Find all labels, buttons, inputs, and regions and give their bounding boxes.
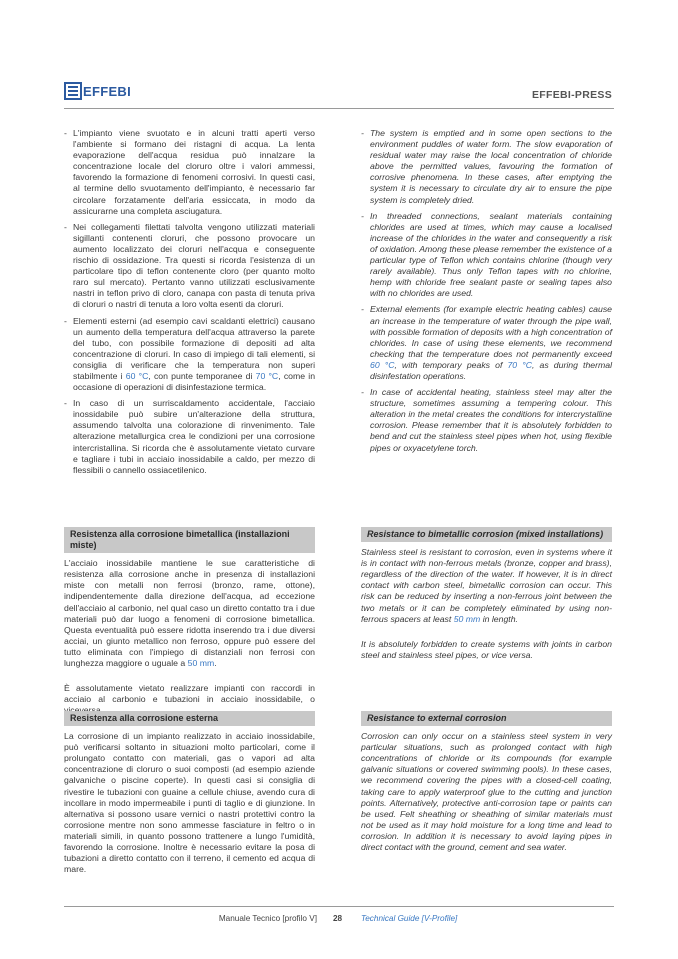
left-bimetal-section xyxy=(64,527,315,716)
left-bullet-3: - Elementi esterni (ad esempio cavi scaldanti elettrici) causano un aumento della temperatura dell'acqua attraverso la parete del tubo, con possibile formazione di depositi ad alta concentrazione di cloruri. In caso di impiego di tali elementi, si consiglia di verificare che la temperatura non superi stabilmente i 60 °C, con punte temporanee di 70 °C, come in occasione di operazioni di disinfestazione termica. xyxy=(64,316,315,394)
right-column xyxy=(361,128,612,459)
length-50mm: 50 mm xyxy=(187,658,215,669)
left-bimetal-note: È assolutamente vietato realizzare impianti con raccordi in acciaio al carbonio e tubazioni in acciaio inossidabile, o xyxy=(64,683,315,705)
right-bullet-1: - The system is emptied and in some open sections to the environment puddles of water form. The slow evaporation of residual water may raise the local concentration of chloride above the permitted values, favouring the formation of corrosive phenomena. In these cases, after emptying the system it is necessary to circulate dry air to ensure the pipe system is completely dried. xyxy=(361,128,612,206)
left-external-heading: Resistenza alla corrosione esterna xyxy=(64,711,315,726)
left-bimetal-heading: Resistenza alla corrosione bimetallica (installazioni miste) xyxy=(64,527,315,553)
right-bullet-4: - In case of accidental heating, stainless steel may alter the structure, sometimes assuming a tempering colour. This alteration in the metal creates the conditions for intercrystalline corrosion. Please remember that it is absolutely forbidden to bend and cut the stainless steel pipes when hot, using flexible pipes or oxyacetylene torch. xyxy=(361,387,612,454)
header-divider xyxy=(64,108,614,109)
right-bimetal-paragraph: Stainless steel is resistant to corrosion, even in systems where it is in contact with non-ferrous metals (bronze, copper and brass), regardless of the direction of the water. If however, it is in direct contact with carbon steel, bimetallic corrosion can occur. This risk can be reduced by inserting a non-ferrous joint between the two metals or it can be completely eliminated by using non-ferrous spacers at least 50 mm in length. xyxy=(361,547,612,624)
temp-70-en: 70 °C xyxy=(507,359,532,370)
length-50mm-en: 50 mm xyxy=(453,613,481,624)
left-bullet-1: - L'impianto viene svuotato e in alcuni tratti aperti verso l'ambiente si formano dei ristagni di acqua. La lenta evaporazione dell'acqua residua può innalzare la concentrazione locale del cloruro oltre i valori ammessi, favorendo la formazione di fenomeni corrosivi. In questi casi, al termine dello svuotamento dell'impianto, è necessario far circolare forzatamente dell'aria essiccata, in modo da assicurarne una completa asciugatura. xyxy=(64,128,315,217)
footer-right-title: Technical Guide [V-Profile] xyxy=(361,914,458,923)
page-number: 28 xyxy=(333,914,343,923)
left-column xyxy=(64,128,315,481)
brand-logo xyxy=(64,82,131,100)
left-bimetal-paragraph: L'acciaio inossidabile mantiene le sue caratteristiche di resistenza alla corrosione anche in presenza di installazioni miste con metalli non ferrosi (bronzo, rame, ottone), indipendentemente dalla direzione dell'acqua, ad eccezione dell'acciaio al carbonio, nel qual caso un diretto contatto tra i due materiali può dar luogo a fenomeni di corrosione bimetallica. Questa eventualità può essere ridotta inserendo tra i due diversi acciai, un giunto metallico non ferroso, oppure può essere del tutto eliminata con l'impiego di distanziali non ferrosi con lunghezza maggiore o uguale a 50 mm. xyxy=(64,558,315,669)
brand-press: EFFEBI-PRESS xyxy=(531,89,612,101)
temp-60-en: 60 °C xyxy=(370,359,395,370)
temp-70: 70 °C xyxy=(255,370,279,381)
logo-text: EFFEBI xyxy=(83,83,132,99)
footer-left-title: Manuale Tecnico [profilo V] xyxy=(218,914,317,923)
left-bullet-2: - Nei collegamenti filettati talvolta vengono utilizzati materiali sigillanti contenenti cloruri, che possono provocare un aumento localizzato dei cloruri nell'acqua e conseguente rischio di ossidazione. Tra questi si ricorda l'esistenza di un particolare tipo di teflon contenente cloro (per quanto molto raro sul mercato). Pertanto vanno utilizzati esclusivamente nastri in teflon privo di cloro, canapa con pasta di tenuta priva di cloruri o nastri di tenuta a loro volta esenti da cloruri. xyxy=(64,222,315,311)
left-bullet-list xyxy=(64,128,315,476)
temp-60: 60 °C xyxy=(125,370,149,381)
left-bullet-4: - In caso di un surriscaldamento accidentale, l'acciaio inossidabile può subire un'alterazione della struttura, assumendo talvolta una colorazione di rinvenimento. Tale alterazione metallurgica crea le condizioni per una corrosione intercristallina. Si ricorda che è assolutamente vietato curvare e tagliare i tubi in acciaio inossidabile a caldo, per mezzo di flessibili o cannello ossiacetilenico. xyxy=(64,398,315,476)
left-external-section xyxy=(64,711,315,883)
right-bimetal-heading: Resistance to bimetallic corrosion (mixed installations) xyxy=(361,527,612,542)
right-bimetal-section xyxy=(361,527,612,661)
left-external-paragraph: La corrosione di un impianto realizzato in acciaio inossidabile, può verificarsi soltanto in situazioni molto particolari, come il prolungato contatto con materiali, gas o vapori ad alta concentrazione di cloruro o suoi composti (ad esempio aziende galvaniche o piscine coperte). In questi casi si consiglia di rivestire le tubazioni con guaine a cellule chiuse, avendo cura di incollare in modo impermeabile i punti di taglio e di giunzione. In alternativa si possono usare vernici o nastri protettivi contro la corrosione mentre non sono ammesse fasciature in feltro o in materiali simili, in quanto possono trattenere a lungo l'umidità, favorendo la corrosione. Inoltre è necessario evitare la posa di tubazioni a diretto contatto con il terreno, il cemento ed acqua di mare. xyxy=(64,731,315,875)
effebi-logo-icon xyxy=(64,82,82,100)
right-bullet-3: - External elements (for example electric heating cables) cause an increase in the temperature of water through the pipe wall, with possible formation of deposits with a high concentration of chlorides. In case of using these elements, we recommend checking that the temperature does not permanently exceed 60 °C, with temporary peaks of 70 °C, as during thermal disinfestation operations. xyxy=(361,304,612,382)
right-bimetal-note: It is absolutely forbidden to create systems with joints in carbon steel and stainless steel pipes, or vice versa. xyxy=(361,638,612,660)
footer-divider xyxy=(64,906,614,907)
right-external-heading: Resistance to external corrosion xyxy=(361,711,612,726)
right-external-section xyxy=(361,711,612,861)
right-bullet-list xyxy=(361,128,612,454)
right-bullet-2: - In threaded connections, sealant materials containing chlorides are used at times, which may cause a localised increase of the chlorides in the water and consequently a risk of oxidation. Among these please remember the existence of a particular type of Teflon which contains chlorine (though very rarely available). Thus only Teflon tapes with no chlorine, hemp with chloride free sealant paste or sealing tapes also with no chlorides are used. xyxy=(361,211,612,300)
right-external-paragraph: Corrosion can only occur on a stainless steel system in very particular situations, such as prolonged contact with high concentrations of chloride or its compounds (for example galvanic situations or covered swimming pools). In these cases, we recommend covering the pipes with a closed-cell coating, taking care to apply waterproof glue to the cutting and junction points. Alternatively, protective anti-corrosion tape or paints can be used. Felt sheathing or sheathing of similar materials must not be used as it may hold moisture for a long time and lead to corrosion. In addition it is necessary to avoid laying pipes in direct contact with the ground, cement and sea water. xyxy=(361,731,612,853)
